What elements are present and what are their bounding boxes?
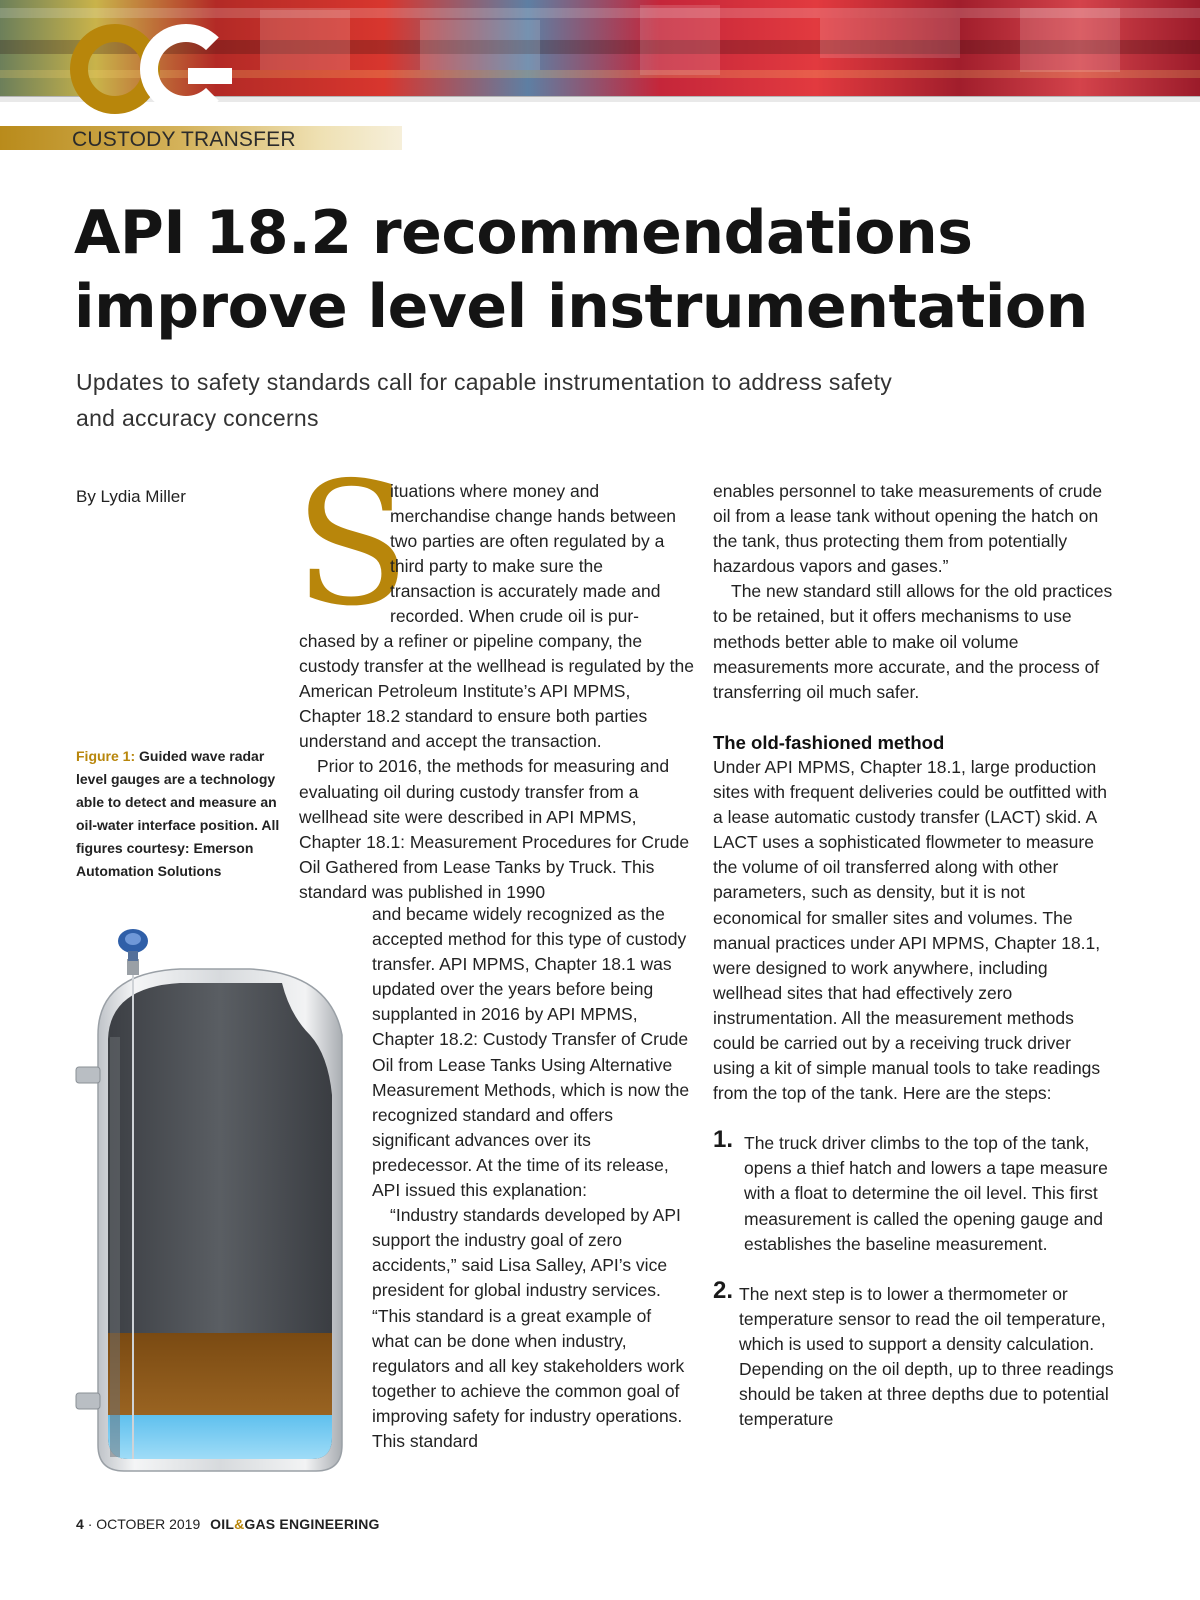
paragraph-5: The new standard still allows for the old practices to be retained, but it offers mechanisms to use methods better able to make oil volume measurements more accurate, and the process of transferring oil much safer. (713, 581, 1113, 702)
brand-ampersand: & (234, 1516, 245, 1532)
paragraph-2-end: and became widely recognized as the accepted method for this type of custody transfer. API MPMS, Chapter 18.1 was updated over the years before being supplanted in 2016 by API MPMS, Chapter 18.2: Custody Transfer of Crude Oil from Lease Tanks Using Alternative Measurement Methods, which is now the recognized standard and offers significant advances over its predecessor. At the time of its release, API issued this explanation: (372, 904, 690, 1201)
step-number: 2. (713, 1276, 734, 1304)
footer-separator: · (87, 1516, 93, 1532)
drop-cap: S (294, 446, 411, 644)
section-heading: The old-fashioned method (713, 731, 945, 753)
figure-label: Figure 1: (76, 748, 136, 764)
paragraph-6: Under API MPMS, Chapter 18.1, large production sites with frequent deliveries could be outfitted with a lease automatic custody transfer (LACT) skid. A LACT uses a sophisticated flowmeter to measure the volume of oil transferred along with other parameters, such as density, but it is not economical for smaller sites and volumes. The manual practices under API MPMS, Chapter 18.1, were designed to work anywhere, including wellhead sites that had effectively zero instrumentation. All the measurement methods could be carried out by a receiving truck driver using a kit of simple manual tools to take readings from the top of the tank. Here are the steps: (713, 756, 1107, 1104)
figure-caption-text: Guided wave radar level gauges are a technology able to detect and measure an oil-water interface position. All figures courtesy: Emerson Automation Solutions (76, 748, 280, 879)
article-subtitle: Updates to safety standards call for capable instrumentation to address safety and accuracy concerns (76, 369, 893, 431)
og-logo (70, 24, 240, 116)
paragraph-4: enables personnel to take measurements of crude oil from a lease tank without opening the hatch on the tank, thus protecting them from potentially hazardous vapors and gases.” (713, 481, 1103, 577)
page-number: 4 (76, 1516, 84, 1532)
publication-name (210, 1516, 380, 1532)
issue-date: OCTOBER 2019 (96, 1516, 201, 1532)
brand-part-b: GAS ENGINEERING (244, 1516, 380, 1532)
step-text: The next step is to lower a thermometer or temperature sensor to read the oil temperature, which is used to support a density calculation. Depending on the oil depth, up to three readings should be taken at three depths due to potential temperature (739, 1283, 1114, 1430)
tank-with-radar-gauge-icon (70, 925, 360, 1485)
step-number: 1. (713, 1126, 734, 1154)
article-title: API 18.2 recommendations improve level instrumentation (74, 198, 1088, 342)
body-column-1-lead (390, 479, 690, 630)
list-item (713, 1276, 1115, 1433)
byline: By Lydia Miller (76, 487, 186, 506)
paragraph-1-lead: ituations where money and merchandise change hands between two parties are often regulated by a third party to make sure the transaction is accurately made and recorded. When crude oil is pur- (390, 481, 677, 627)
paragraph-1-rest: chased by a refiner or pipeline company, the custody transfer at the wellhead is regulated by the American Petroleum Institute’s API MPMS, Chapter 18.2 standard to ensure both parties understand and accept the transaction. (299, 631, 694, 752)
body-column-1-lower (372, 902, 692, 1454)
page-footer (76, 1516, 380, 1532)
brand-part-a: OIL (210, 1516, 235, 1532)
paragraph-2-start: Prior to 2016, the methods for measuring and evaluating oil during custody transfer from a wellhead site were described in API MPMS, Chapter 18.1: Measurement Procedures for Crude Oil Gathered from Lease Tanks by Truck. This standard was published in 1990 (299, 756, 690, 902)
figure-caption (76, 745, 288, 883)
paragraph-3-quote: “Industry standards developed by API support the industry goal of zero accidents,” said Lisa Salley, API’s vice president for global industry services. “This standard is a great example of what can be done when industry, regulators and all key stakeholders work together to achieve the common goal of improving safety for industry operations. This standard (372, 1205, 685, 1451)
list-item (713, 1126, 1115, 1256)
body-column-1-mid (299, 629, 695, 905)
section-label: CUSTODY TRANSFER (72, 128, 296, 151)
body-column-2 (713, 479, 1115, 1432)
tank-illustration (70, 925, 360, 1485)
step-text: The truck driver climbs to the top of the tank, opens a thief hatch and lowers a tape measure with a float to determine the oil level. This first measurement is called the opening gauge and establishes the baseline measurement. (744, 1133, 1108, 1254)
